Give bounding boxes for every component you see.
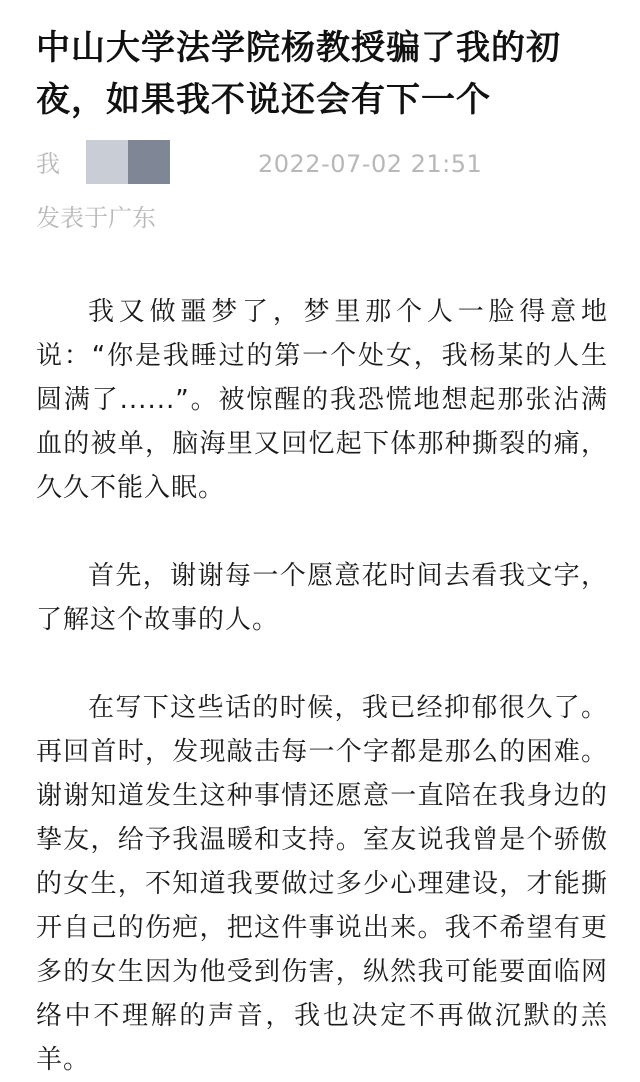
article-meta [36, 140, 616, 188]
paragraph-2: 首先，谢谢每一个愿意花时间去看我文字，了解这个故事的人。 [36, 561, 608, 635]
publish-date: 2022-07-02 21:51 [258, 150, 483, 178]
paragraph-3: 在写下这些话的时候，我已经抑郁很久了。再回首时，发现敲击每一个字都是那么的困难。谢谢知道发生这种事情还愿意一直陪在我身边的挚友，给予我温暖和支持。室友说我曾是个骄傲的女生，不知道我要做过多少心理建设，才能撕开自己的伤疤，把这件事说出来。我不希望有更多的女生因为他受到伤害，纵然我可能要面临网络中不理解的声音，我也决定不再做沉默的羔羊。 [36, 693, 608, 1075]
redaction-light-block [86, 140, 128, 184]
article-body [36, 290, 608, 1082]
author-name[interactable]: 我 [36, 150, 60, 178]
paragraph-1: 我又做噩梦了，梦里那个人一脸得意地说：“你是我睡过的第一个处女，我杨某的人生圆满了......”。被惊醒的我恐慌地想起那张沾满血的被单，脑海里又回忆起下体那种撕裂的痛，久久不能入眠。 [36, 297, 608, 503]
publish-location: 发表于广东 [36, 204, 156, 232]
redaction-dark-block [128, 140, 170, 184]
redacted-author-block [86, 140, 170, 184]
article-title: 中山大学法学院杨教授骗了我的初夜，如果我不说还会有下一个 [36, 28, 561, 120]
